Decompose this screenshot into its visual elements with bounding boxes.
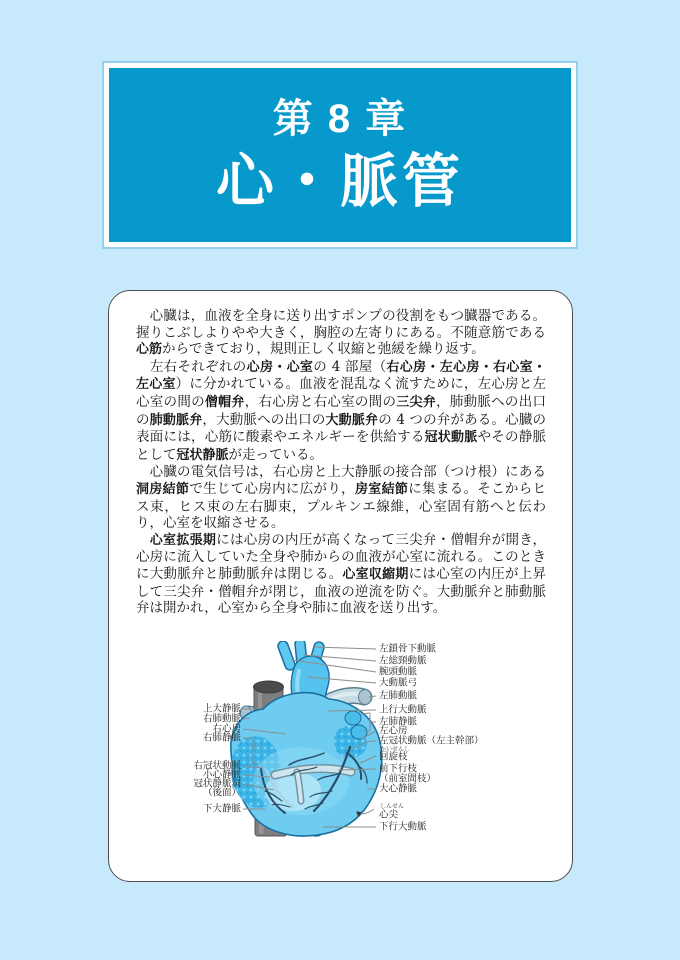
label-left-coronary-artery: 左冠状動脈（左主幹部） bbox=[379, 735, 484, 747]
label-left-pulmonary-veins: 左肺静脈 bbox=[379, 716, 418, 728]
label-right-pulmonary-veins: 右肺静脈 bbox=[202, 732, 241, 744]
label-aortic-arch: 大動脈弓 bbox=[379, 677, 418, 689]
label-small-cardiac-vein: 小心静脈 bbox=[202, 769, 241, 781]
ruby-apex: しんせん bbox=[380, 804, 405, 810]
label-inferior-vena-cava: 下大静脈 bbox=[202, 803, 241, 815]
label-superior-vena-cava: 上大静脈 bbox=[202, 703, 241, 715]
diagram-labels-right bbox=[379, 643, 484, 833]
label-circumflex-branch: 回旋枝 bbox=[379, 751, 408, 763]
label-left-atrium: 左心房 bbox=[379, 725, 408, 737]
label-right-coronary-artery: 右冠状動脈 bbox=[193, 760, 241, 772]
label-left-common-carotid: 左総頸動脈 bbox=[379, 655, 427, 667]
body-paragraph-3: 心臓の電気信号は，右心房と上大静脈の接合部（つけ根）にある洞房結節で生じて心房内に広がり，房室結節に集まる。そこからヒス束，ヒス束の左右脚束，プルキンエ線維，心室固有筋へと伝わり，心室を収縮させる。 bbox=[136, 464, 547, 532]
label-cardiac-apex: 心尖 bbox=[379, 809, 399, 821]
body-paragraph-4: 心室拡張期には心房の内圧が高くなって三尖弁・僧帽弁が開き，心房に流入していた全身や肺からの血液が心室に流れる。このときに大動脈弁と肺動脈弁は閉じる。心室収縮期には心室の内圧が上昇して三尖弁・僧帽弁が閉じ，血液の逆流を防ぐ。大動脈弁と肺動脈弁は開かれ，心室から全身や肺に血液を送り出す。 bbox=[136, 531, 546, 617]
label-ascending-aorta: 上行大動脈 bbox=[379, 704, 427, 716]
label-anterior-descending: 前下行枝 bbox=[379, 763, 418, 775]
label-anterior-interventricular: （前室間枝） bbox=[379, 773, 437, 785]
ruby-circumflex: かいせんし bbox=[380, 747, 411, 753]
label-right-atrium: 右心房 bbox=[212, 723, 241, 735]
label-descending-aorta: 下行大動脈 bbox=[379, 821, 427, 833]
label-brachiocephalic-artery: 腕頭動脈 bbox=[379, 666, 418, 678]
body-paragraph-2: 左右それぞれの心房・心室の 4 部屋（右心房・左心房・右心室・左心室）に分かれている。血液を混乱なく流すために，左心房と左心室の間の僧帽弁，右心房と右心室の間の三尖弁，肺動脈への出口の肺動脈弁，大動脈への出口の大動脈弁の 4 つの弁がある。心臓の表面には，心筋に酸素やエネルギーを供給する冠状動脈やその静脈として冠状静脈が走っている。 bbox=[136, 358, 547, 463]
label-left-pulmonary-artery: 左肺動脈 bbox=[379, 690, 418, 702]
chapter-number: 第 8 章 bbox=[272, 96, 408, 141]
content-box bbox=[108, 290, 573, 882]
heart-anatomy-diagram bbox=[151, 641, 541, 841]
chapter-title: 心・脈管 bbox=[215, 148, 464, 214]
label-left-subclavian-artery: 左鎖骨下動脈 bbox=[379, 643, 437, 655]
body-paragraph-1: 心臓は，血液を全身に送り出すポンプの役割をもつ臓器である。握りこぶしよりやや大きく，胸腔の左寄りにある。不随意筋である心筋からできており，規則正しく収縮と弛緩を繰り返す。 bbox=[136, 308, 546, 358]
label-posterior-note: （後面） bbox=[202, 787, 241, 799]
chapter-banner bbox=[104, 63, 576, 247]
label-coronary-sinus: 冠状静脈洞 bbox=[193, 778, 241, 790]
label-great-cardiac-vein: 大心静脈 bbox=[379, 783, 418, 795]
label-right-pulmonary-artery: 右肺動脈 bbox=[202, 713, 241, 725]
